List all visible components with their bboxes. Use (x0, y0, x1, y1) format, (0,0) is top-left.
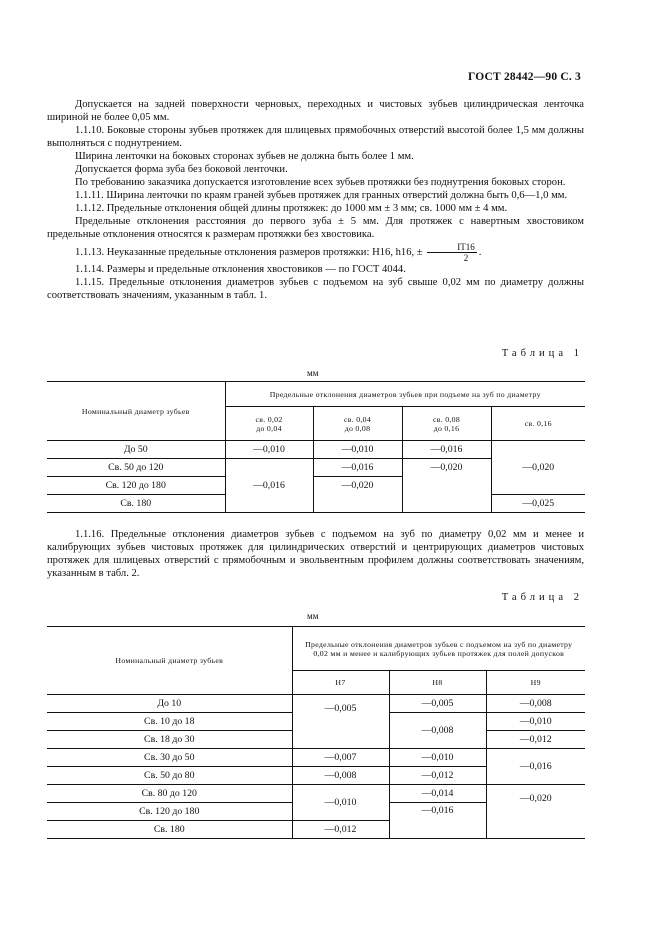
table2-cell: —0,008 (389, 713, 486, 749)
body-text (47, 98, 584, 302)
paragraph-1-1-13-text: 1.1.13. Неуказанные предельные отклонения размеров протяжки: H16, h16, ± (75, 246, 423, 258)
paragraph-1-1-11: 1.1.11. Ширина ленточки по краям граней зубьев протяжек для гранных отверстий должна быть 0,6—1,0 мм. (75, 190, 568, 201)
paragraph: Допускается форма зуба без боковой ленточки. (75, 164, 288, 175)
table2-row-label: Св. 50 до 80 (47, 767, 292, 785)
table1-cell: —0,016 (313, 459, 402, 477)
table1-col0-header: Номинальный диаметр зубьев (47, 382, 225, 441)
fraction-denominator: 2 (463, 253, 469, 263)
table1-cell: —0,020 (402, 459, 491, 513)
table2-cell: —0,010 (389, 749, 486, 767)
table1-caption: Таблица 1 (501, 348, 583, 359)
table2-cell: —0,010 (486, 713, 585, 731)
table1-cell: —0,010 (225, 441, 313, 459)
body-text-2 (47, 528, 584, 580)
table2-cell: —0,008 (292, 767, 389, 785)
table1-unit: мм (307, 368, 319, 378)
table1-col-header (491, 407, 585, 441)
paragraph-1-1-16: 1.1.16. Предельные отклонения диаметров зубьев с подъемом на зуб по диаметру 0,02 мм и менее и калибрующих зубьев чистовых протяжек для цилиндрических отверстий и центрирующих диаметров чистовых протяжек для шлицевых отверстий с прямобочным и эвольвентным профилем должны соответствовать значениям, указанным в табл. 2. (47, 529, 584, 579)
col-header-line: св. 0,02 (255, 414, 283, 424)
table2-row-label: Св. 10 до 18 (47, 713, 292, 731)
table1-cell: —0,010 (313, 441, 402, 459)
paragraph: Предельные отклонения расстояния до первого зуба ± 5 мм. Для протяжек с навертным хвостовиком предельные отклонения относятся к размерам протяжки без хвостовика. (47, 216, 584, 240)
col-header-line: до 0,04 (256, 423, 282, 433)
table1-cell: —0,025 (491, 495, 585, 513)
col-header-line: до 0,16 (433, 423, 460, 433)
paragraph-1-1-10: 1.1.10. Боковые стороны зубьев протяжек для шлицевых прямобочных отверстий высотой более 1,5 мм должны выполняться с поднутрением. (47, 125, 584, 149)
col-header-line: св. 0,08 (432, 414, 461, 424)
table2-col0-header: Номинальный диаметр зубьев (47, 627, 292, 695)
table1-row-label: Св. 50 до 120 (47, 459, 225, 477)
table1-row-label: До 50 (47, 441, 225, 459)
table2-col-header-h9: H9 (486, 671, 585, 695)
table2-cell: —0,012 (389, 767, 486, 785)
table1-col-header (225, 407, 313, 441)
table2-cell: —0,010 (292, 785, 389, 821)
paragraph-1-1-12: 1.1.12. Предельные отклонения общей длины протяжек: до 1000 мм ± 3 мм; св. 1000 мм ± 4 мм. (75, 203, 508, 214)
paragraph: Допускается на задней поверхности черновых, переходных и чистовых зубьев цилиндрическая ленточка шириной не более 0,05 мм. (47, 99, 584, 123)
paragraph: По требованию заказчика допускается изготовление всех зубьев протяжки без поднутрения боковых сторон. (75, 177, 566, 188)
table1 (47, 381, 585, 513)
fraction-numerator: IT16 (427, 242, 477, 253)
table2-unit: мм (307, 611, 319, 621)
table2-group-header: Предельные отклонения диаметров зубьев с подъемом на зуб по диаметру 0,02 мм и менее и калибрующих зубьев протяжек для полей допусков (292, 627, 585, 671)
table2-cell: —0,012 (292, 821, 389, 839)
table2-row-label: Св. 80 до 120 (47, 785, 292, 803)
table2-row-label: Св. 180 (47, 821, 292, 839)
table1-cell: —0,020 (491, 441, 585, 495)
page-header: ГОСТ 28442—90 С. 3 (468, 71, 581, 83)
col-header-line: до 0,08 (344, 423, 371, 433)
col-header-line: св. 0,16 (524, 419, 552, 428)
table2-cell: —0,020 (486, 785, 585, 839)
table2-cell: —0,007 (292, 749, 389, 767)
paragraph-1-1-14: 1.1.14. Размеры и предельные отклонения хвостовиков — по ГОСТ 4044. (75, 264, 406, 275)
table2-cell: —0,005 (292, 695, 389, 749)
table2-row-label: Св. 30 до 50 (47, 749, 292, 767)
table1-col-header (313, 407, 402, 441)
table2-cell: —0,016 (486, 749, 585, 785)
col-header-line: св. 0,04 (343, 414, 372, 424)
table2-col-header-h7: H7 (292, 671, 389, 695)
table1-col-header (402, 407, 491, 441)
table1-row-label: Св. 120 до 180 (47, 477, 225, 495)
table2-cell: —0,005 (389, 695, 486, 713)
table2 (47, 626, 585, 839)
table1-row-label: Св. 180 (47, 495, 225, 513)
fraction (427, 242, 477, 263)
table1-cell: —0,020 (313, 477, 402, 513)
table1-cell: —0,016 (225, 459, 313, 513)
fraction-tail: . (478, 246, 482, 258)
paragraph-1-1-15: 1.1.15. Предельные отклонения диаметров зубьев с подъемом на зуб свыше 0,02 мм по диаметру должны соответствовать значениям, указанным в табл. 1. (47, 277, 584, 301)
table2-caption: Таблица 2 (501, 592, 583, 603)
table2-row-label: Св. 18 до 30 (47, 731, 292, 749)
table1-cell: —0,016 (402, 441, 491, 459)
paragraph: Ширина ленточки на боковых сторонах зубьев не должна быть более 1 мм. (75, 151, 414, 162)
table1-group-header: Предельные отклонения диаметров зубьев при подъеме на зуб по диаметру (225, 382, 585, 407)
paragraph-1-1-13 (47, 242, 584, 263)
table2-cell: —0,016 (389, 803, 486, 839)
table2-cell: —0,008 (486, 695, 585, 713)
table2-col-header-h8: H8 (389, 671, 486, 695)
table2-cell: —0,014 (389, 785, 486, 803)
table2-row-label: До 10 (47, 695, 292, 713)
table2-row-label: Св. 120 до 180 (47, 803, 292, 821)
table2-cell: —0,012 (486, 731, 585, 749)
